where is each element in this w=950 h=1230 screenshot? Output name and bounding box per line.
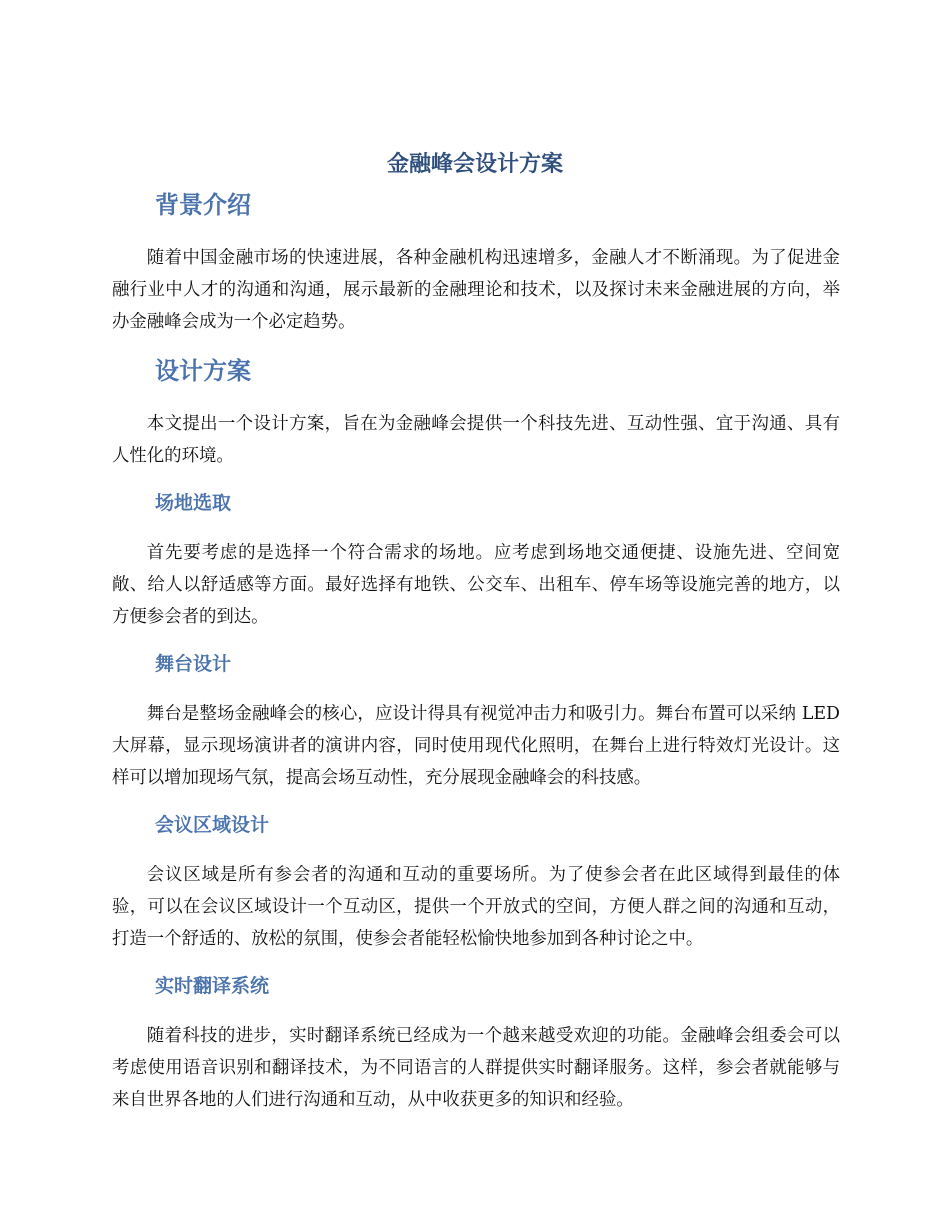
heading-background: 背景介绍 (155, 191, 251, 219)
paragraph-stage: 舞台是整场金融峰会的核心，应设计得具有视觉冲击力和吸引力。舞台布置可以采纳 LED 大屏幕，显示现场演讲者的演讲内容，同时使用现代化照明，在舞台上进行特效灯光设计。这样可以增加现场气氛，提高会场互动性，充分展现金融峰会的科技感。 (112, 704, 840, 788)
paragraph-venue: 首先要考虑的是选择一个符合需求的场地。应考虑到场地交通便捷、设施先进、空间宽敞、给人以舒适感等方面。最好选择有地铁、公交车、出租车、停车场等设施完善的地方，以方便参会者的到达。 (112, 543, 840, 627)
paragraph-background: 随着中国金融市场的快速进展，各种金融机构迅速增多，金融人才不断涌现。为了促进金融行业中人才的沟通和沟通，展示最新的金融理论和技术，以及探讨未来金融进展的方向，举办金融峰会成为一个必定趋势。 (112, 248, 840, 332)
heading-stage: 舞台设计 (155, 653, 232, 675)
paragraph-translation: 随着科技的进步，实时翻译系统已经成为一个越来越受欢迎的功能。金融峰会组委会可以考虑使用语音识别和翻译技术，为不同语言的人群提供实时翻译服务。这样，参会者就能够与来自世界各地的人们进行沟通和互动，从中收获更多的知识和经验。 (112, 1026, 840, 1110)
paragraph-meeting-area: 会议区域是所有参会者的沟通和互动的重要场所。为了使参会者在此区域得到最佳的体验，可以在会议区域设计一个互动区，提供一个开放式的空间，方便人群之间的沟通和互动，打造一个舒适的、放松的氛围，使参会者能轻松愉快地参加到各种讨论之中。 (112, 865, 840, 949)
paragraph-design: 本文提出一个设计方案，旨在为金融峰会提供一个科技先进、互动性强、宜于沟通、具有人性化的环境。 (112, 414, 840, 466)
heading-translation: 实时翻译系统 (155, 975, 270, 997)
heading-venue: 场地选取 (155, 492, 232, 514)
heading-meeting-area: 会议区域设计 (155, 814, 270, 836)
document-title: 金融峰会设计方案 (386, 152, 563, 177)
heading-design: 设计方案 (155, 357, 251, 385)
